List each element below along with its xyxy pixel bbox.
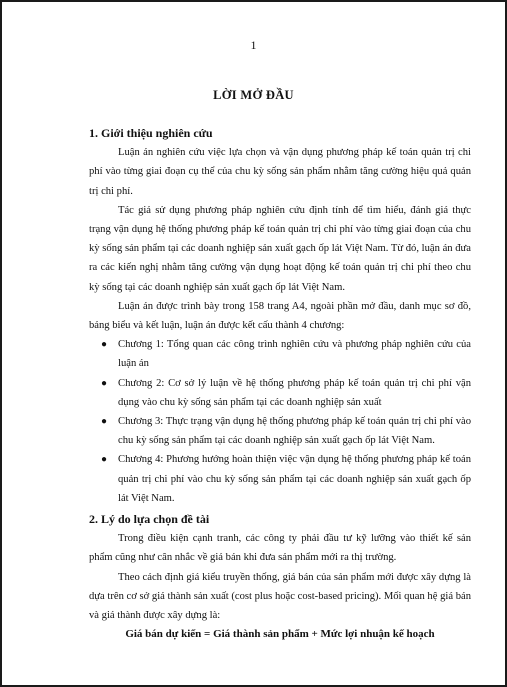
list-item xyxy=(89,412,471,450)
list-item xyxy=(89,335,471,373)
pricing-formula: Giá bán dự kiến = Giá thành sản phẩm + Mức lợi nhuận kế hoạch xyxy=(125,628,435,641)
paragraph: Luận án nghiên cứu việc lựa chọn và vận dụng phương pháp kế toán quản trị chi phí vào từng giai đoạn cụ thể của chu kỳ sống sản phẩm nhằm tăng cường hiệu quả quản trị chi phí. xyxy=(89,147,471,197)
document-body xyxy=(89,124,471,644)
paragraph: Trong điều kiện cạnh tranh, các công ty phải đầu tư kỹ lưỡng vào thiết kế sản phẩm cũng như cân nhắc về giá bán khi đưa sản phẩm mới ra thị trường. xyxy=(89,533,471,564)
bullet-icon: ● xyxy=(101,339,108,351)
section-heading-introduction: 1. Giới thiệu nghiên cứu xyxy=(89,126,213,140)
page-title: LỜI MỞ ĐẦU xyxy=(213,88,294,102)
bullet-icon: ● xyxy=(101,416,108,428)
paragraph: Luận án được trình bày trong 158 trang A4, ngoài phần mở đầu, danh mục sơ đồ, bảng biểu và kết luận, luận án được kết cấu thành 4 chương: xyxy=(89,300,471,332)
page-number: 1 xyxy=(250,38,257,52)
chapter-list xyxy=(89,335,471,508)
section-heading-reason: 2. Lý do lựa chọn đề tài xyxy=(89,512,210,527)
list-item-text: Chương 3: Thực trạng vận dụng hệ thống phương pháp kế toán quản trị chi phí vào chu kỳ sống sản phẩm tại các doanh nghiệp sản xuất gạch ốp lát Việt Nam. xyxy=(118,416,471,447)
paragraph: Tác giả sử dụng phương pháp nghiên cứu định tính để tìm hiểu, đánh giá thực trạng vận dụng hệ thống phương pháp kế toán quản trị chi phí vào từng giai đoạn của chu kỳ sống sản phẩm tại các doanh nghiệp sản xuất gạch ốp lát Việt Nam. Từ đó, luận án đưa ra các kiến nghị nhằm tăng cường vận dụng hoạt động kế toán quản trị chi phí theo chu kỳ sống tại các doanh nghiệp sản xuất gạch ốp lát Việt Nam. xyxy=(89,204,471,293)
list-item-text: Chương 1: Tổng quan các công trình nghiên cứu và phương pháp nghiên cứu của luận án xyxy=(118,339,471,370)
list-item-text: Chương 4: Phương hướng hoàn thiện việc vận dụng hệ thống phương pháp kế toán quản trị chi phí vào chu kỳ sống sản phẩm tại các doanh nghiệp sản xuất gạch ốp lát Việt Nam. xyxy=(118,454,471,504)
list-item-text: Chương 2: Cơ sở lý luận về hệ thống phương pháp kế toán quản trị chi phí vận dụng vào chu kỳ sống sản phẩm tại các doanh nghiệp sản xuất xyxy=(118,377,471,408)
list-item xyxy=(89,374,471,412)
paragraph: Theo cách định giá kiểu truyền thống, giá bán của sản phẩm mới được xây dựng là dựa trên cơ sở giá thành sản xuất (cost plus hoặc cost-based pricing). Mối quan hệ giá bán và giá thành được xây dựng là: xyxy=(89,571,471,622)
list-item xyxy=(89,450,471,508)
bullet-icon: ● xyxy=(101,454,108,466)
bullet-icon: ● xyxy=(101,377,108,389)
